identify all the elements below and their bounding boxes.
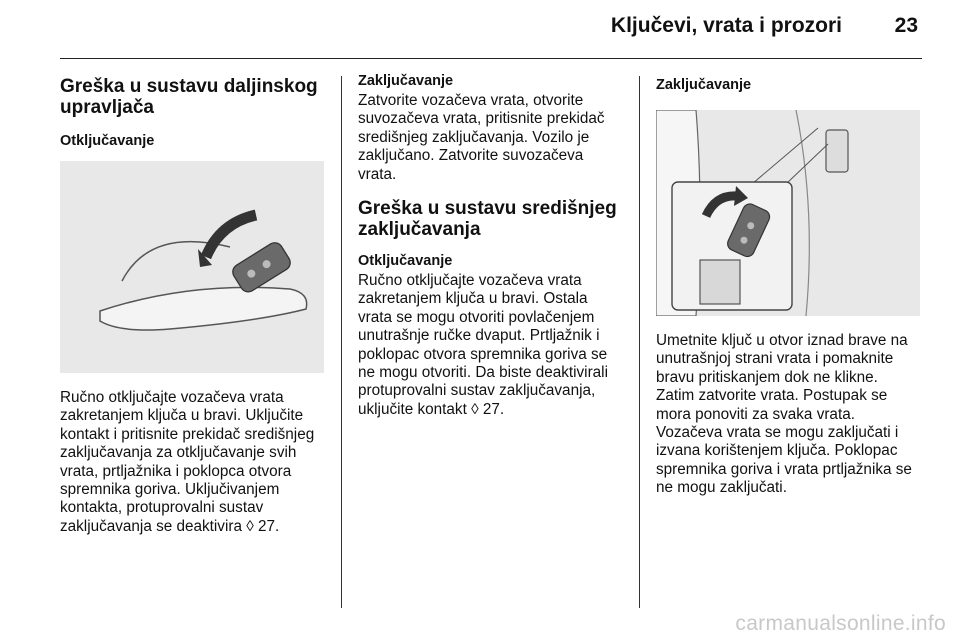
running-header-title: Ključevi, vrata i prozori [610,14,842,37]
column-divider-2 [639,76,640,608]
paragraph-lock-remote-fault: Zatvorite vozačeva vrata, otvorite suvozačeva vrata, pritisnite prekidač središnjeg zaključavanja. Vozilo je zaključano. Zatvorite suvozačeva vrata. [358,92,605,183]
subheading-unlocking: Otključavanje [60,133,155,149]
door-handle-key-illustration [60,161,324,373]
page-number: 23 [894,14,918,37]
door-lock-key-illustration [656,110,920,316]
subheading-locking: Zaključavanje [358,73,454,89]
header-rule [60,58,922,59]
column-1 [60,76,324,536]
paragraph-unlock-central-fault: Ručno otključajte vozačeva vrata zakretanjem ključa u bravi. Ostala vrata se mogu otvoriti povlačenjem unutrašnje ručke dvaput. Prtljažnik i poklopac otvora spremnika goriva se ne mogu otvoriti. Da biste deaktivirali protuprovalni sustav zaključavanja, uključite kontakt ◊ 27. [358,272,608,418]
section-heading-central-lock-fault: Greška u sustavu središnjeg zaključavanja [358,198,617,241]
watermark: carmanualsonline.info [735,612,946,635]
column-divider-1 [341,76,342,608]
column-2 [358,72,622,419]
paragraph-manual-locking: Umetnite ključ u otvor iznad brave na unutrašnjoj strani vrata i pomaknite bravu pritiskanjem dok ne klikne. Zatim zatvorite vrata. Postupak se mora ponoviti za svaka vrata. Vozačeva vrata se mogu zaključati i izvana korištenjem ključa. Poklopac spremnika goriva i vrata prtljažnika se ne mogu zaključati. [656,332,912,497]
paragraph-unlock-remote-fault: Ručno otključajte vozačeva vrata zakretanjem ključa u bravi. Uključite kontakt i pritisnite prekidač središnjeg zaključavanja za otključavanje svih vrata, prtljažnika i poklopca otvora spremnika goriva. Uključivanjem kontakta, protuprovalni sustav zaključavanja se deaktivira ◊ 27. [60,389,315,535]
subheading-locking-2: Zaključavanje [656,77,752,93]
column-3 [656,76,920,498]
section-heading-remote-fault: Greška u sustavu daljinskog upravljača [60,76,318,118]
subheading-unlocking-2: Otključavanje [358,253,453,270]
